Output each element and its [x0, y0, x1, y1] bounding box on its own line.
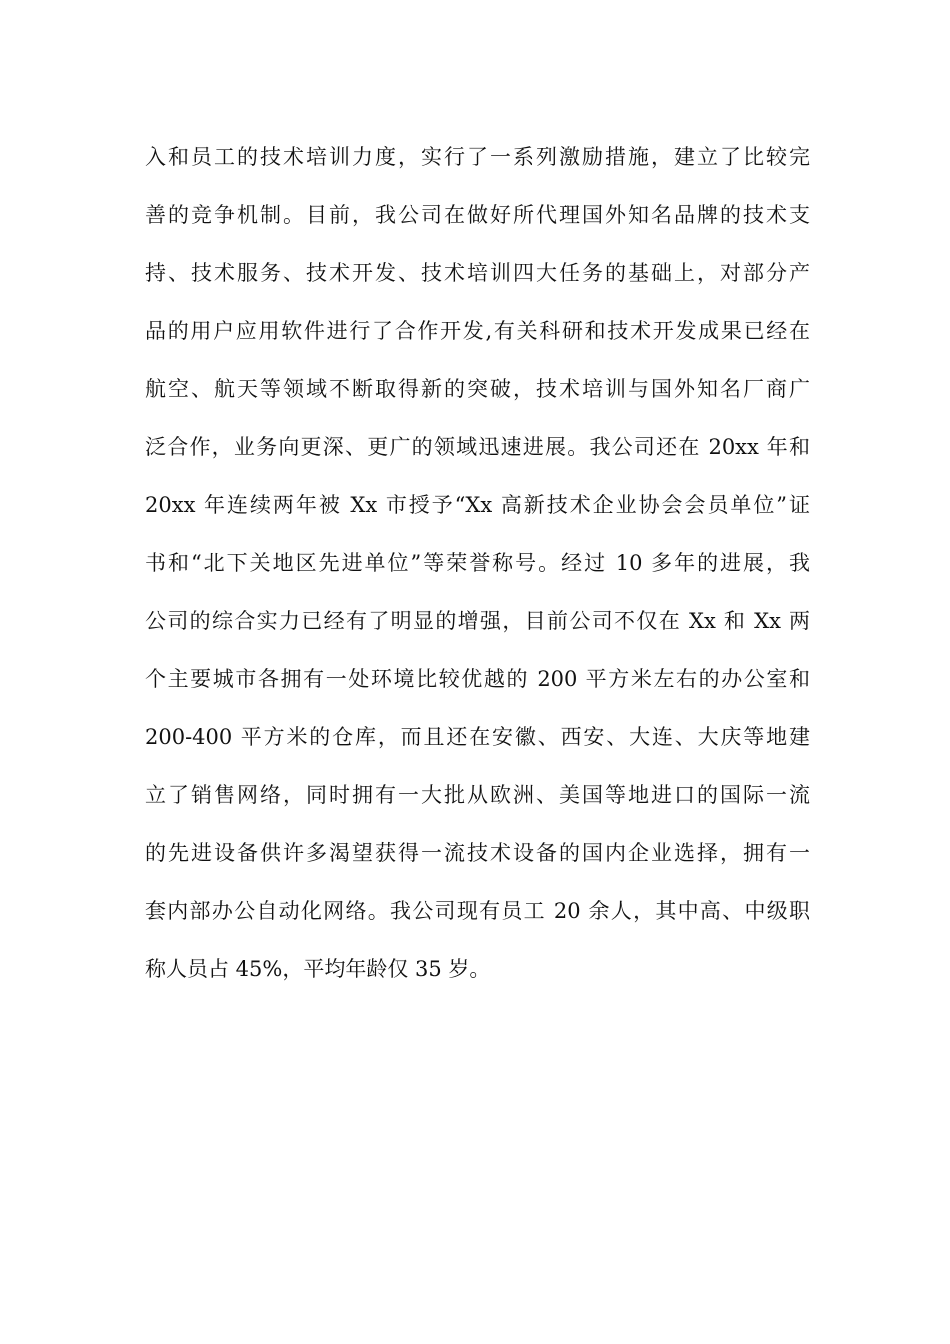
text-line-9: 公司的综合实力已经有了明显的增强，目前公司不仅在 Xx 和 Xx 两 — [145, 609, 810, 633]
text-line-12: 立了销售网络，同时拥有一大批从欧洲、美国等地进口的国际一流 — [145, 783, 810, 807]
text-line-3: 持、技术服务、技术开发、技术培训四大任务的基础上，对部分产 — [145, 261, 810, 285]
text-line-13: 的先进设备供许多渴望获得一流技术设备的国内企业选择，拥有一 — [145, 841, 810, 865]
text-line-15: 称人员占 45%，平均年龄仅 35 岁。 — [145, 957, 491, 981]
text-line-14: 套内部办公自动化网络。我公司现有员工 20 余人，其中高、中级职 — [145, 899, 810, 923]
text-line-10: 个主要城市各拥有一处环境比较优越的 200 平方米左右的办公室和 — [145, 667, 810, 691]
body-paragraph — [145, 128, 810, 998]
text-line-8: 书和“北下关地区先进单位”等荣誉称号。经过 10 多年的进展，我 — [145, 551, 810, 575]
text-line-5: 航空、航天等领域不断取得新的突破，技术培训与国外知名厂商广 — [145, 377, 810, 401]
text-line-6: 泛合作，业务向更深、更广的领域迅速进展。我公司还在 20xx 年和 — [145, 435, 810, 459]
text-line-1: 入和员工的技术培训力度，实行了一系列激励措施，建立了比较完 — [145, 145, 810, 169]
text-line-7: 20xx 年连续两年被 Xx 市授予“Xx 高新技术企业协会会员单位”证 — [145, 493, 810, 517]
text-line-4: 品的用户应用软件进行了合作开发,有关科研和技术开发成果已经在 — [145, 319, 810, 343]
text-line-11: 200-400 平方米的仓库，而且还在安徽、西安、大连、大庆等地建 — [145, 725, 810, 749]
text-line-2: 善的竞争机制。目前，我公司在做好所代理国外知名品牌的技术支 — [145, 203, 810, 227]
